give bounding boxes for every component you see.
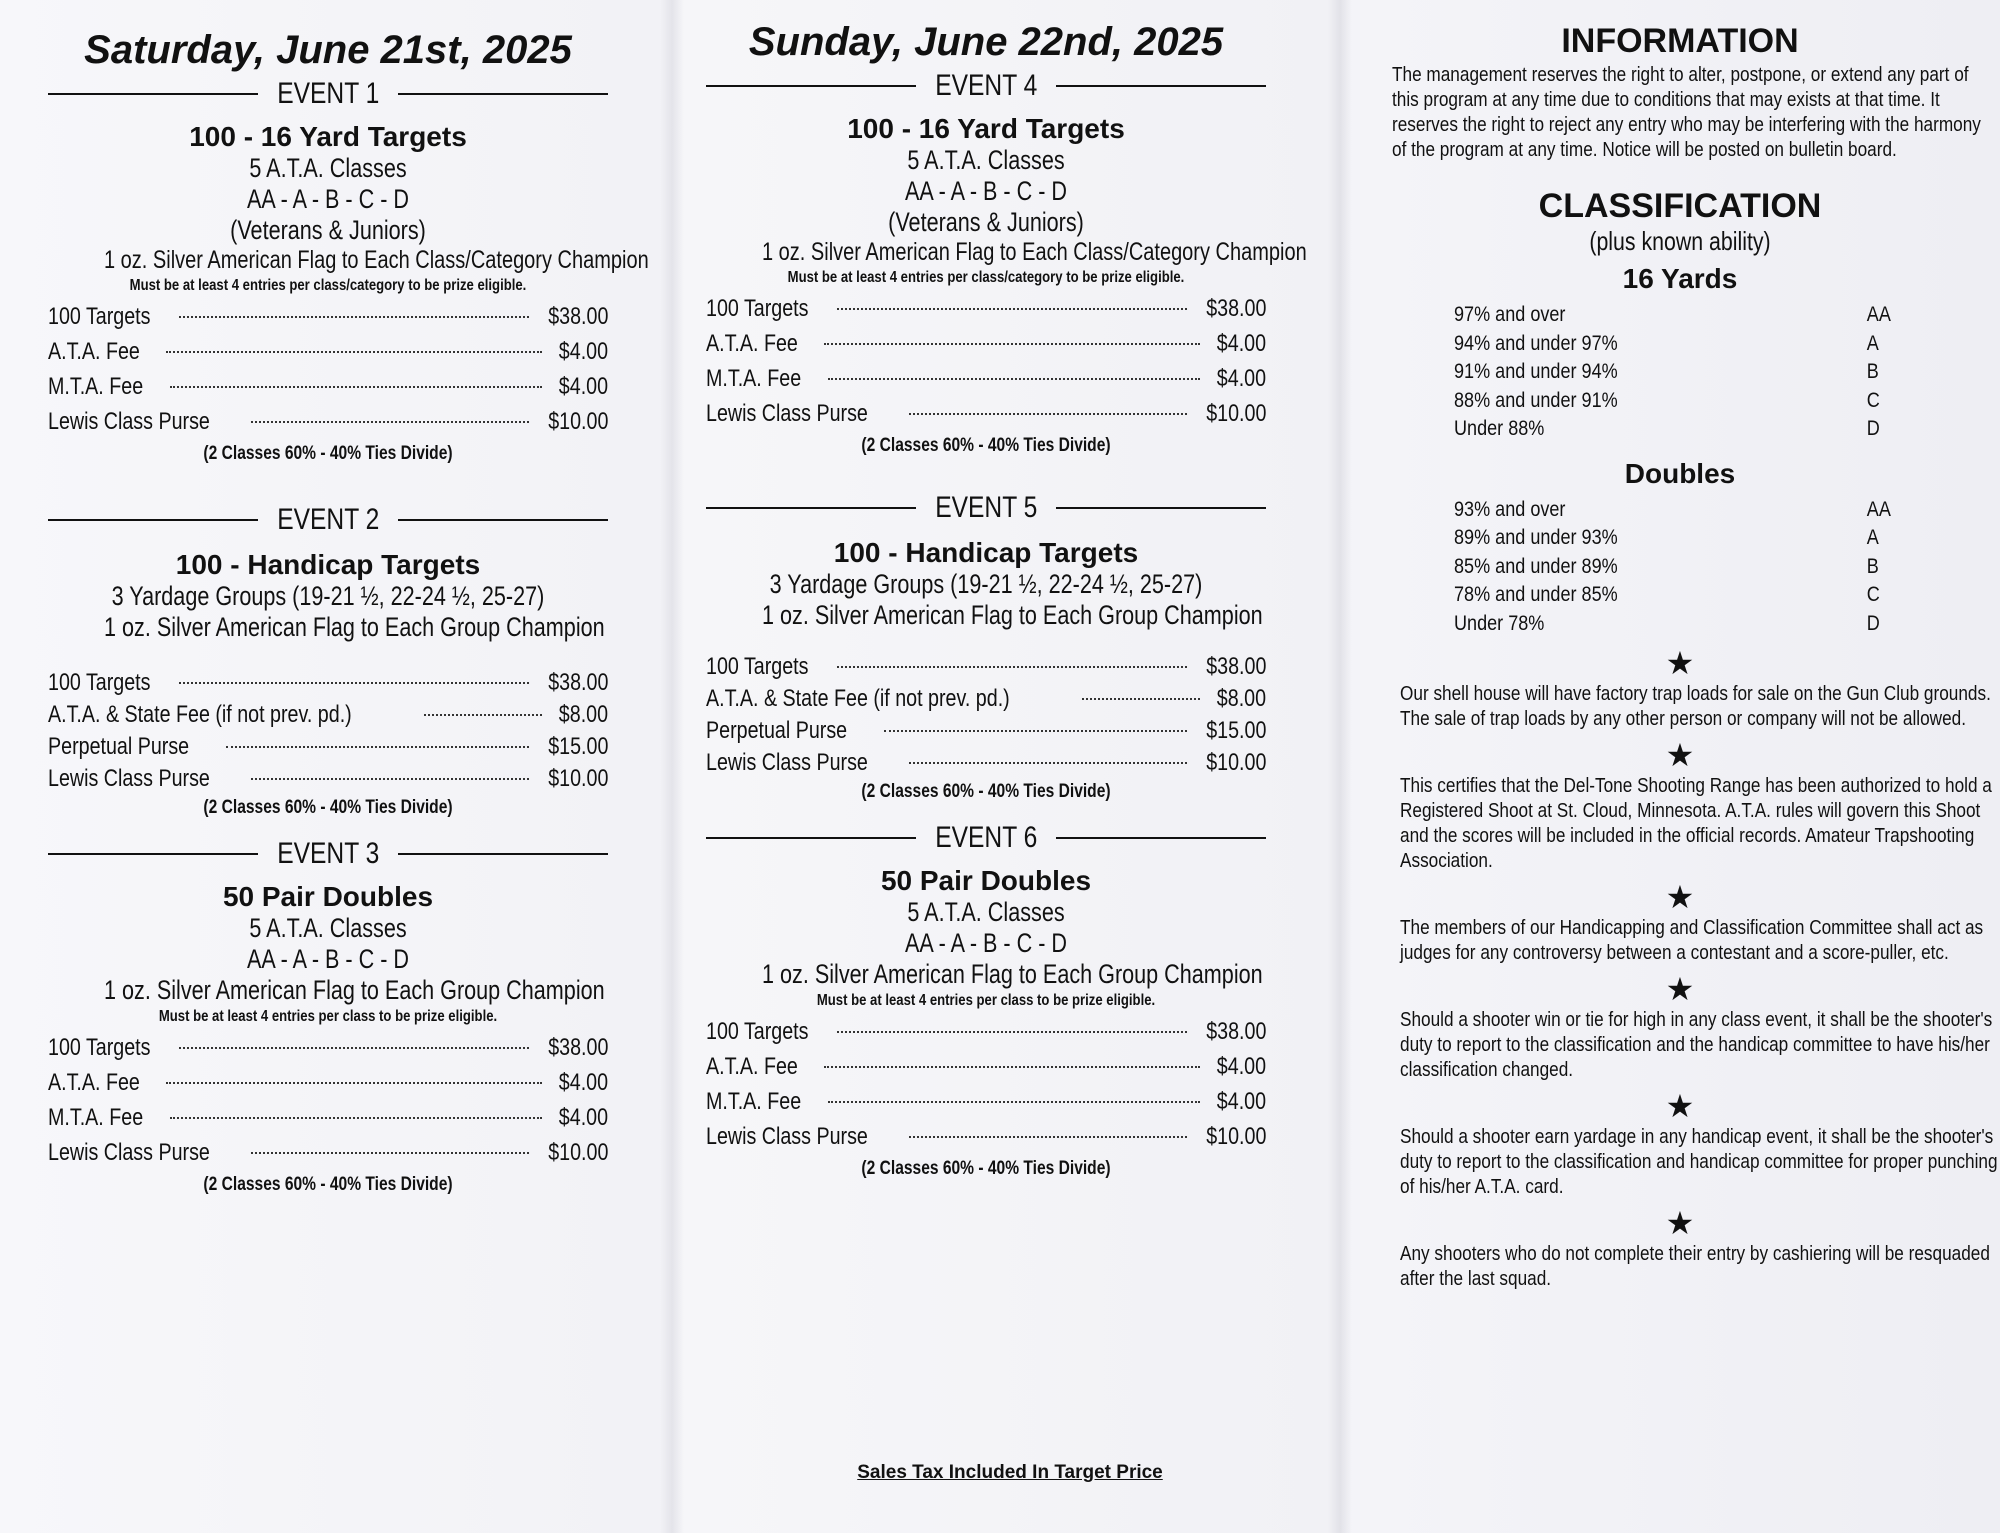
classification-group-heading: 16 Yards: [1622, 263, 1738, 294]
event-3-line: 5 A.T.A. Classes: [249, 913, 407, 943]
information-column: [1380, 0, 1998, 1292]
classification-subtitle: (plus known ability): [1589, 226, 1771, 256]
event-2-title: 100 - Handicap Targets: [175, 549, 481, 580]
star-icon: ★: [1665, 879, 1695, 915]
fee-price: $38.00: [1205, 1018, 1266, 1045]
classification-range: 91% and under 94%: [1454, 360, 1618, 383]
fee-row: [706, 1088, 1266, 1123]
event-5-fees: [706, 653, 1266, 781]
event-5-note: (2 Classes 60% - 40% Ties Divide): [861, 781, 1111, 802]
classification-range: Under 88%: [1454, 417, 1545, 440]
event-5-line: 1 oz. Silver American Flag to Each Group Champion: [762, 600, 1263, 630]
event-4-line: 1 oz. Silver American Flag to Each Class/Category Champion: [762, 238, 1307, 266]
fee-price: $10.00: [547, 408, 608, 435]
event-2-note: (2 Classes 60% - 40% Ties Divide): [203, 797, 453, 818]
fee-row: [48, 733, 608, 765]
event-6-fees: [706, 1018, 1266, 1158]
event-4-note: (2 Classes 60% - 40% Ties Divide): [861, 435, 1111, 456]
classification-class: C: [1866, 388, 1880, 412]
event-1-header: [48, 77, 608, 111]
fee-row: [48, 408, 608, 443]
fee-row: [48, 669, 608, 701]
classification-range: 94% and under 97%: [1454, 331, 1618, 355]
fee-price: $4.00: [558, 338, 608, 365]
fee-price: $8.00: [558, 701, 608, 728]
event-1-line: 5 A.T.A. Classes: [249, 153, 407, 183]
classification-row: [1380, 360, 1980, 389]
event-4-header: [706, 69, 1266, 103]
event-3: [48, 837, 608, 1196]
fee-name: M.T.A. Fee: [48, 373, 144, 400]
event-6-header: [706, 821, 1266, 855]
fee-name: Lewis Class Purse: [48, 765, 210, 792]
fee-price: $38.00: [1205, 653, 1266, 680]
fee-price: $10.00: [1205, 749, 1266, 776]
rule-paragraph: Our shell house will have factory trap loads for sale on the Gun Club grounds. The sale of trap loads by any other person or company will not be allowed.: [1400, 683, 1991, 730]
event-3-note: (2 Classes 60% - 40% Ties Divide): [203, 1174, 453, 1195]
fee-name: M.T.A. Fee: [706, 365, 802, 392]
classification-group-heading: Doubles: [1624, 457, 1736, 489]
fee-name: A.T.A. Fee: [48, 1069, 140, 1096]
fee-price: $10.00: [547, 1139, 608, 1166]
classification-row: [1380, 583, 1980, 612]
sunday-column: [706, 0, 1307, 1180]
event-6-label: EVENT 6: [934, 821, 1038, 854]
event-6: [706, 821, 1266, 1180]
event-5: [706, 491, 1266, 803]
star-icon: ★: [1665, 1205, 1695, 1241]
event-3-eligibility: Must be at least 4 entries per class to be prize eligible.: [158, 1008, 498, 1025]
saturday-title: Saturday, June 21st, 2025: [84, 28, 572, 72]
fee-name: 100 Targets: [48, 1034, 151, 1061]
classification-class: AA: [1866, 497, 1891, 521]
classification-row: [1380, 498, 1980, 527]
fee-row: [706, 295, 1266, 330]
sunday-title: Sunday, June 22nd, 2025: [748, 20, 1224, 64]
classification-title: CLASSIFICATION: [1538, 187, 1822, 225]
event-4-line: (Veterans & Juniors): [888, 207, 1084, 237]
fee-name: A.T.A. Fee: [706, 1053, 798, 1080]
classification-class: D: [1866, 417, 1880, 440]
fee-row: [48, 373, 608, 408]
fee-name: A.T.A. Fee: [48, 338, 140, 365]
fee-price: $10.00: [1205, 400, 1266, 427]
event-1-line: (Veterans & Juniors): [230, 215, 426, 245]
fee-name: Lewis Class Purse: [48, 408, 210, 435]
saturday-column: [48, 0, 649, 1196]
fee-name: 100 Targets: [706, 1018, 809, 1045]
fee-name: 100 Targets: [706, 653, 809, 680]
fee-name: M.T.A. Fee: [48, 1104, 144, 1131]
event-6-line: AA - A - B - C - D: [904, 928, 1068, 958]
star-icon: ★: [1665, 971, 1695, 1007]
event-4-fees: [706, 295, 1266, 435]
fee-name: Lewis Class Purse: [706, 1123, 868, 1150]
event-1-note: (2 Classes 60% - 40% Ties Divide): [203, 443, 453, 464]
event-1-label: EVENT 1: [276, 77, 380, 110]
fee-name: A.T.A. & State Fee (if not prev. pd.): [706, 685, 1010, 712]
rule-paragraph: This certifies that the Del-Tone Shooting Range has been authorized to hold a Registered Shoot at St. Cloud, Minnesota. A.T.A. rules will govern this Shoot and the scores will be included in the official records. Amateur Trapshooting Association.: [1400, 775, 1992, 872]
fee-row: [48, 1104, 608, 1139]
fee-price: $38.00: [547, 303, 608, 330]
event-1: [48, 77, 649, 465]
fee-price: $10.00: [547, 765, 608, 792]
event-4-eligibility: Must be at least 4 entries per class/category to be prize eligible.: [787, 269, 1185, 286]
fee-price: $38.00: [547, 1034, 608, 1061]
fee-price: $8.00: [1216, 685, 1266, 712]
fee-price: $38.00: [547, 669, 608, 696]
classification-class: B: [1866, 554, 1879, 578]
event-4-line: 5 A.T.A. Classes: [907, 145, 1065, 175]
event-5-label: EVENT 5: [934, 491, 1038, 524]
event-4-label: EVENT 4: [934, 69, 1038, 102]
classification-class: D: [1866, 611, 1880, 635]
fee-price: $4.00: [558, 1104, 608, 1131]
event-1-line: 1 oz. Silver American Flag to Each Class/Category Champion: [104, 246, 649, 274]
event-6-line: 1 oz. Silver American Flag to Each Group Champion: [762, 959, 1263, 989]
event-6-note: (2 Classes 60% - 40% Ties Divide): [861, 1158, 1111, 1179]
classification-range: 85% and under 89%: [1454, 554, 1618, 578]
fee-price: $15.00: [1205, 717, 1266, 744]
star-icon: ★: [1665, 737, 1695, 773]
event-5-title: 100 - Handicap Targets: [833, 537, 1139, 568]
event-3-title: 50 Pair Doubles: [222, 881, 434, 912]
event-3-fees: [48, 1034, 608, 1174]
fee-row: [706, 365, 1266, 400]
classification-class: A: [1866, 526, 1879, 549]
fee-price: $10.00: [1205, 1123, 1266, 1150]
star-icon: ★: [1665, 1088, 1695, 1124]
classification-range: 97% and over: [1454, 303, 1566, 326]
event-6-eligibility: Must be at least 4 entries per class to be prize eligible.: [816, 992, 1156, 1009]
classification-class: AA: [1866, 303, 1891, 326]
fee-row: [706, 1053, 1266, 1088]
event-3-label: EVENT 3: [276, 837, 380, 870]
classification-row: [1380, 303, 1980, 332]
fee-name: Perpetual Purse: [48, 733, 190, 760]
event-2-header: [48, 503, 608, 537]
fee-name: M.T.A. Fee: [706, 1088, 802, 1115]
fee-row: [48, 701, 608, 733]
fee-row: [706, 685, 1266, 717]
fee-price: $4.00: [1216, 1088, 1266, 1115]
fee-row: [48, 1034, 608, 1069]
classification-row: [1380, 332, 1980, 361]
information-title: INFORMATION: [1561, 22, 1799, 60]
fee-row: [706, 749, 1266, 781]
classification-row: [1380, 389, 1980, 418]
classification-class: C: [1866, 583, 1880, 606]
event-3-line: 1 oz. Silver American Flag to Each Group Champion: [104, 975, 605, 1005]
star-icon: ★: [1665, 645, 1695, 681]
fee-name: A.T.A. & State Fee (if not prev. pd.): [48, 701, 352, 728]
event-5-header: [706, 491, 1266, 525]
rule-paragraph: Any shooters who do not complete their entry by cashiering will be resquaded after the last squad.: [1400, 1243, 1990, 1290]
event-1-eligibility: Must be at least 4 entries per class/category to be prize eligible.: [129, 277, 527, 294]
fee-row: [706, 717, 1266, 749]
fee-name: 100 Targets: [48, 669, 151, 696]
fee-price: $4.00: [1216, 330, 1266, 357]
classification-row: [1380, 555, 1980, 584]
event-3-header: [48, 837, 608, 871]
fee-price: $15.00: [547, 733, 608, 760]
event-4-line: AA - A - B - C - D: [904, 176, 1068, 206]
fee-name: Lewis Class Purse: [48, 1139, 210, 1166]
sales-tax-footer: Sales Tax Included In Target Price: [857, 1462, 1163, 1483]
rule-paragraph: The members of our Handicapping and Classification Committee shall act as judges for any controversy between a contestant and a score-puller, etc.: [1400, 917, 1984, 964]
event-6-title: 50 Pair Doubles: [880, 865, 1092, 896]
classification-row: [1380, 612, 1980, 641]
event-4: [706, 69, 1307, 457]
fee-row: [706, 1018, 1266, 1053]
classification-range: 78% and under 85%: [1454, 583, 1618, 606]
classification-row: [1380, 526, 1980, 555]
fee-row: [48, 765, 608, 797]
fee-name: Perpetual Purse: [706, 717, 848, 744]
rule-paragraph: Should a shooter earn yardage in any handicap event, it shall be the shooter's duty to report to the classification and handicap committee for proper punching of his/her A.T.A. card.: [1400, 1126, 1998, 1198]
fee-name: A.T.A. Fee: [706, 330, 798, 357]
information-text: The management reserves the right to alter, postpone, or extend any part of this program at any time due to conditions that may exists at that time. It reserves the right to reject any entry who may be interfering with the harmony of the program at any time. Notice will be posted on bulletin board.: [1392, 64, 1981, 161]
classification-range: 88% and under 91%: [1454, 388, 1618, 412]
event-4-title: 100 - 16 Yard Targets: [847, 113, 1125, 144]
event-2-line: 1 oz. Silver American Flag to Each Group Champion: [104, 612, 605, 642]
event-1-line: AA - A - B - C - D: [246, 184, 410, 214]
fee-price: $4.00: [558, 373, 608, 400]
event-5-line: 3 Yardage Groups (19-21 ½, 22-24 ½, 25-27): [769, 569, 1203, 599]
fee-row: [706, 330, 1266, 365]
rule-paragraph: Should a shooter win or tie for high in any class event, it shall be the shooter's duty to report to the classification and the handicap committee to have his/her classification changed.: [1400, 1009, 1993, 1081]
classification-range: Under 78%: [1454, 611, 1545, 635]
fee-row: [706, 1123, 1266, 1158]
event-1-fees: [48, 303, 608, 443]
fee-row: [706, 653, 1266, 685]
fee-name: 100 Targets: [706, 295, 809, 322]
event-6-line: 5 A.T.A. Classes: [907, 897, 1065, 927]
fee-price: $4.00: [1216, 365, 1266, 392]
fee-name: Lewis Class Purse: [706, 749, 868, 776]
classification-range: 89% and under 93%: [1454, 526, 1618, 549]
fee-row: [48, 303, 608, 338]
classification-doubles: [1380, 458, 1980, 641]
event-2-line: 3 Yardage Groups (19-21 ½, 22-24 ½, 25-27): [111, 581, 545, 611]
fee-row: [706, 400, 1266, 435]
fee-row: [48, 1139, 608, 1174]
fee-price: $38.00: [1205, 295, 1266, 322]
event-2-fees: [48, 669, 608, 797]
event-3-line: AA - A - B - C - D: [246, 944, 410, 974]
event-2-label: EVENT 2: [276, 503, 380, 536]
fee-price: $4.00: [558, 1069, 608, 1096]
classification-16-yards: [1380, 263, 1980, 446]
classification-class: A: [1866, 331, 1879, 355]
event-1-title: 100 - 16 Yard Targets: [189, 121, 467, 152]
classification-range: 93% and over: [1454, 497, 1566, 521]
classification-row: [1380, 417, 1980, 446]
classification-class: B: [1866, 360, 1879, 383]
fee-name: Lewis Class Purse: [706, 400, 868, 427]
fee-name: 100 Targets: [48, 303, 151, 330]
fee-row: [48, 338, 608, 373]
event-2: [48, 503, 608, 819]
fee-price: $4.00: [1216, 1053, 1266, 1080]
fee-row: [48, 1069, 608, 1104]
